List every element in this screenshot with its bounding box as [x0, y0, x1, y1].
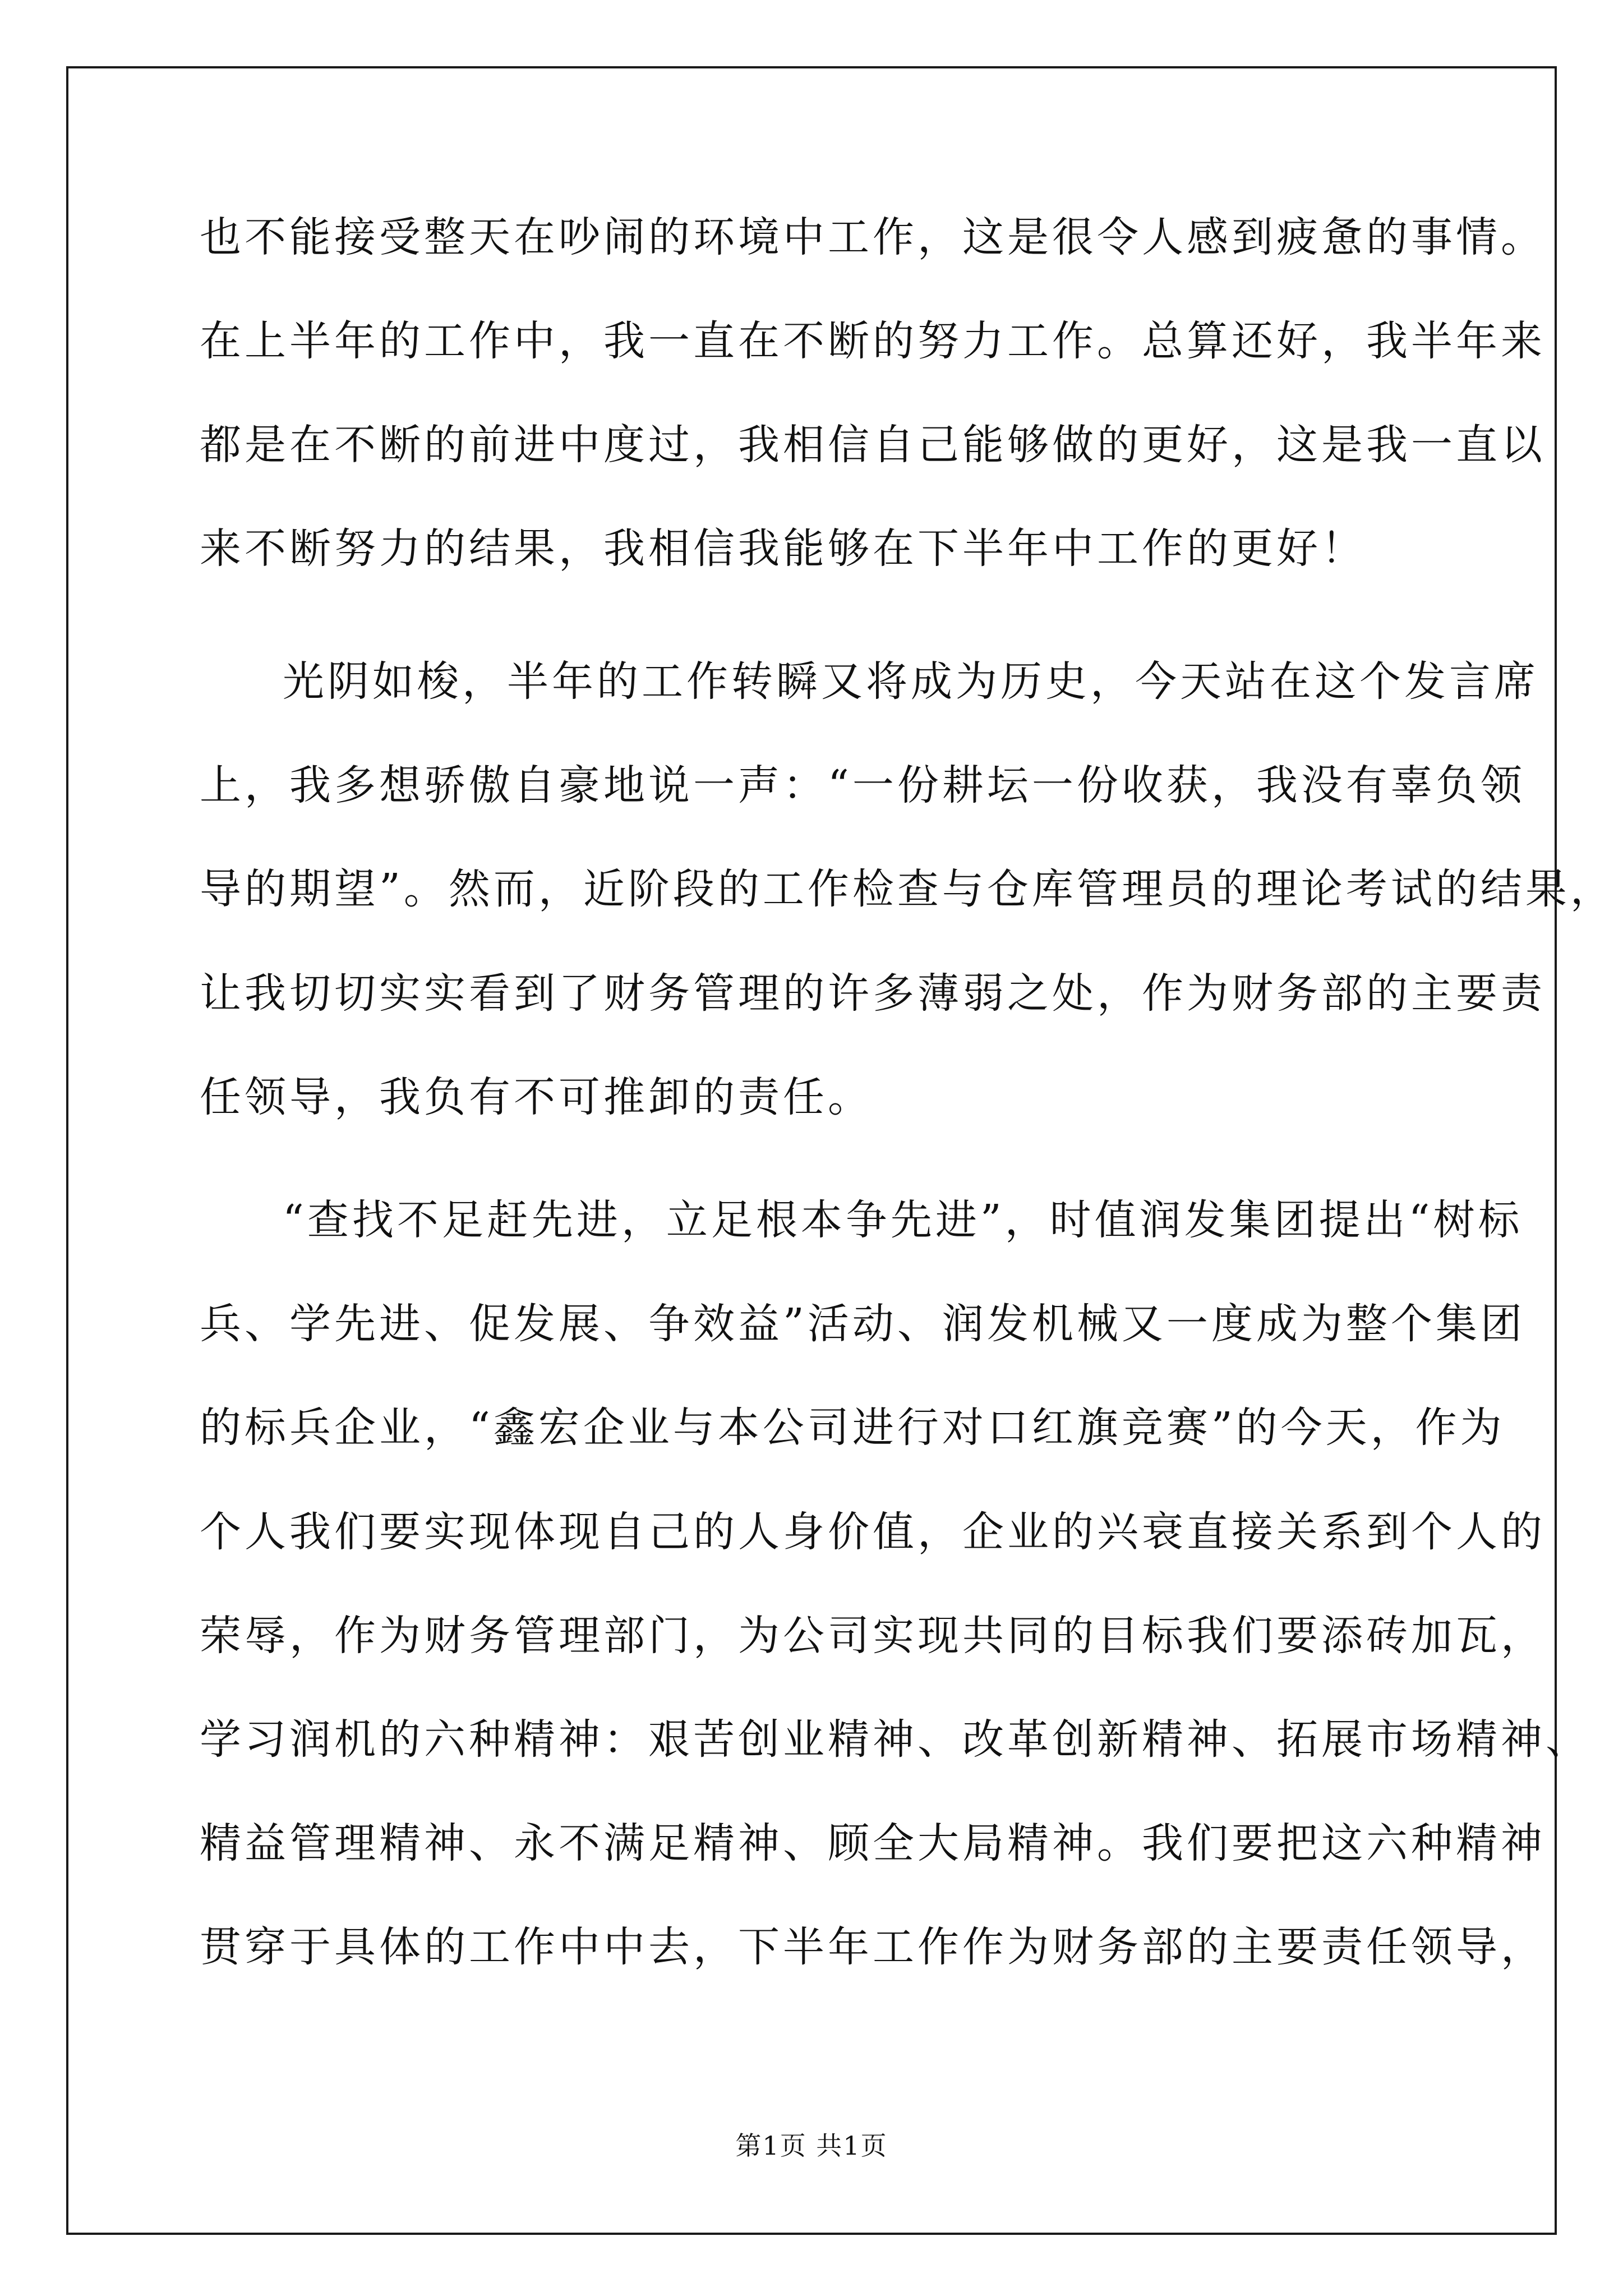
text-line: 任领导，我负有不可推卸的责任。	[200, 1073, 873, 1121]
paragraph-start-line: 光阴如梭，半年的工作转瞬又将成为历史，今天站在这个发言席	[283, 657, 1539, 706]
text-line: 来不断努力的结果，我相信我能够在下半年中工作的更好！	[200, 524, 1366, 573]
text-line: 都是在不断的前进中度过，我相信自己能够做的更好，这是我一直以	[200, 421, 1546, 469]
text-line: 学习润机的六种精神：艰苦创业精神、改革创新精神、拓展市场精神、	[200, 1715, 1590, 1764]
text-line: 的标兵企业，“鑫宏企业与本公司进行对口红旗竞赛”的今天，作为	[200, 1404, 1505, 1452]
text-line: 个人我们要实现体现自己的人身价值，企业的兴衰直接关系到个人的	[200, 1508, 1546, 1556]
text-line: 在上半年的工作中，我一直在不断的努力工作。总算还好，我半年来	[200, 317, 1546, 365]
text-line: 精益管理精神、永不满足精神、顾全大局精神。我们要把这六种精神	[200, 1819, 1546, 1867]
page-border	[66, 66, 1615, 2235]
text-line: 导的期望”。然而，近阶段的工作检查与仓库管理员的理论考试的结果，	[200, 865, 1615, 913]
paragraph-start-line: “查找不足赶先进，立足根本争先进”，时值润发集团提出“树标	[283, 1196, 1523, 1244]
text-line: 荣辱，作为财务管理部门，为公司实现共同的目标我们要添砖加瓦，	[200, 1612, 1546, 1660]
text-line: 上，我多想骄傲自豪地说一声：“一份耕坛一份收获，我没有辜负领	[200, 761, 1525, 809]
text-line: 让我切切实实看到了财务管理的许多薄弱之处，作为财务部的主要责	[200, 969, 1546, 1018]
page-footer: 第1页 共1页	[735, 2131, 888, 2161]
text-line: 也不能接受整天在吵闹的环境中工作，这是很令人感到疲惫的事情。	[200, 213, 1546, 261]
text-line: 兵、学先进、促发展、争效益”活动、润发机械又一度成为整个集团	[200, 1300, 1525, 1348]
text-line: 贯穿于具体的工作中中去，下半年工作作为财务部的主要责任领导，	[200, 1923, 1546, 1971]
